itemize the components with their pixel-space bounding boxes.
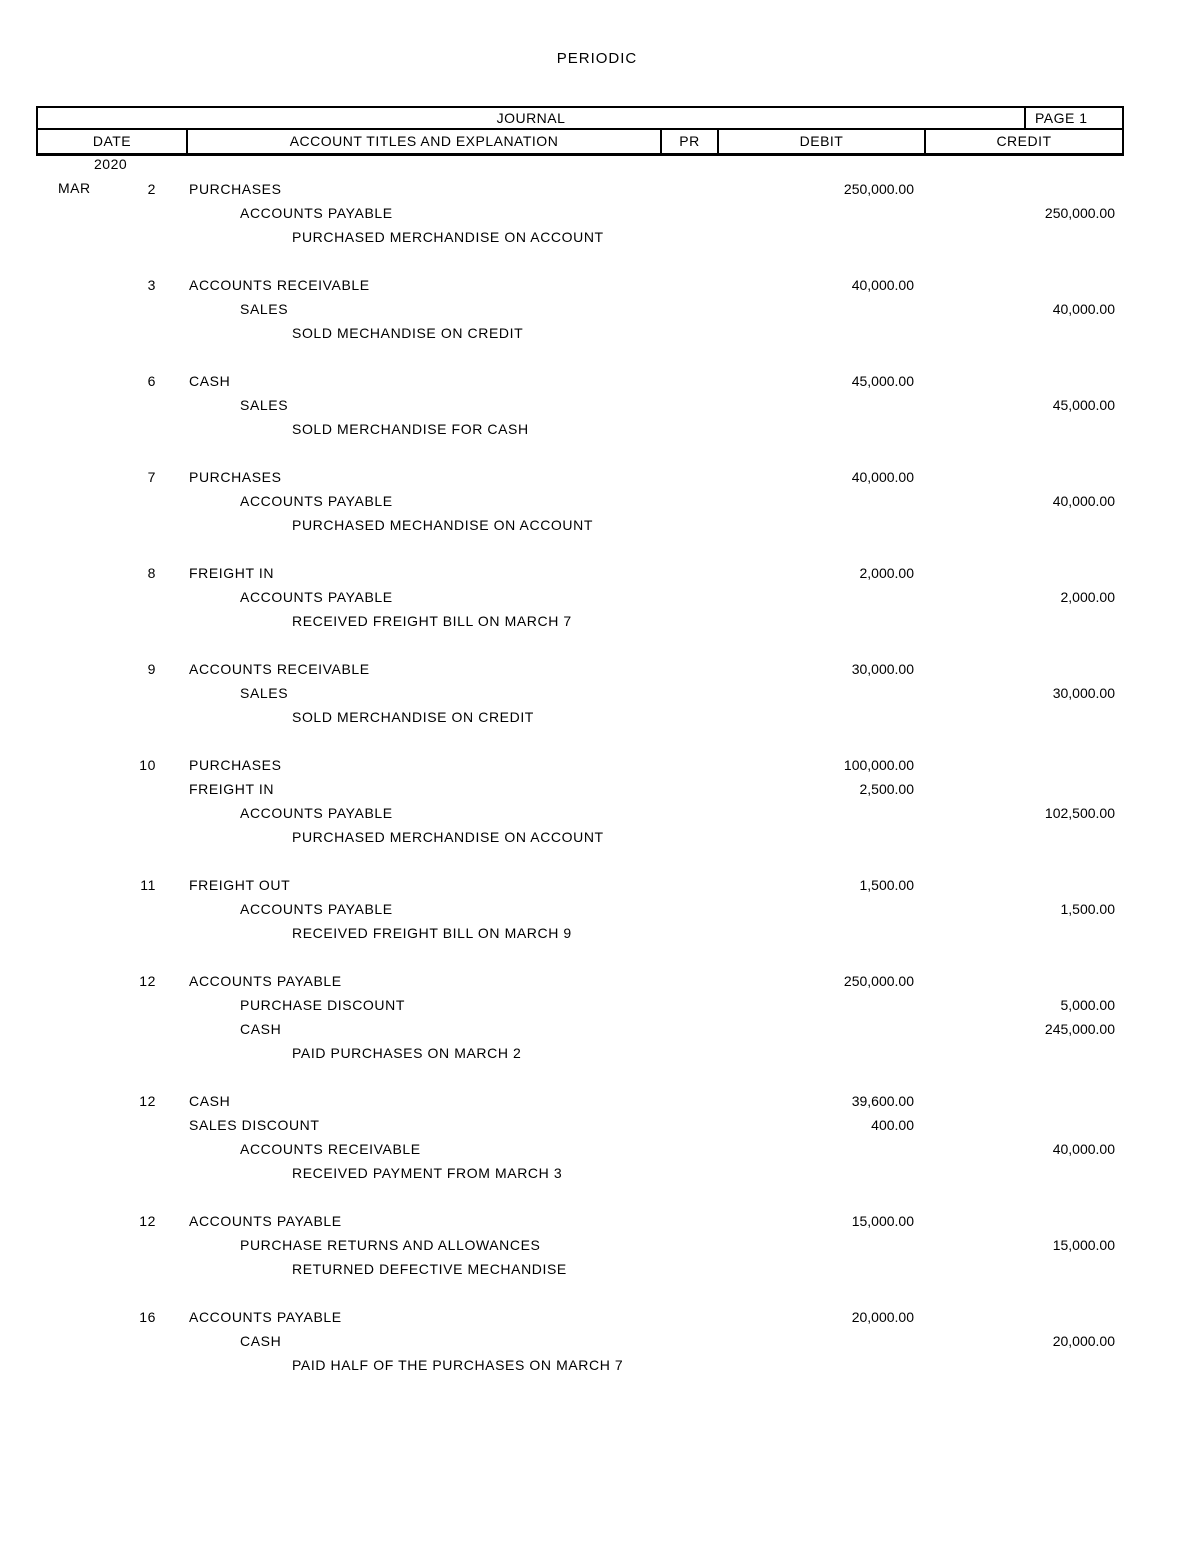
entry-line (0, 1308, 1200, 1332)
column-headers (36, 129, 1124, 156)
journal-entry (0, 1212, 1200, 1308)
entry-explanation: RECEIVED FREIGHT BILL ON MARCH 7 (292, 613, 572, 629)
column-header-debit: DEBIT (717, 130, 924, 153)
entry-line (0, 204, 1200, 228)
account-title: ACCOUNTS RECEIVABLE (240, 1141, 421, 1157)
credit-amount: 40,000.00 (1052, 1141, 1115, 1157)
debit-amount: 45,000.00 (851, 373, 914, 389)
account-title: ACCOUNTS PAYABLE (189, 1309, 342, 1325)
month-label: MAR (58, 180, 91, 196)
entry-day: 12 (139, 1093, 156, 1109)
entry-line (0, 1236, 1200, 1260)
entry-day: 6 (147, 373, 156, 389)
entry-day: 10 (139, 757, 156, 773)
credit-amount: 45,000.00 (1052, 397, 1115, 413)
column-header-account: ACCOUNT TITLES AND EXPLANATION (186, 130, 660, 153)
entry-line (0, 684, 1200, 708)
account-title: FREIGHT OUT (189, 877, 291, 893)
debit-amount: 400.00 (871, 1117, 914, 1133)
entry-explanation: SOLD MERCHANDISE ON CREDIT (292, 709, 534, 725)
credit-amount: 15,000.00 (1052, 1237, 1115, 1253)
account-title: PURCHASES (189, 757, 282, 773)
entry-line (0, 804, 1200, 828)
entry-line (0, 1356, 1200, 1380)
journal-entry (0, 1092, 1200, 1212)
column-header-date: DATE (92, 133, 132, 149)
account-title: FREIGHT IN (189, 781, 275, 797)
entry-explanation: RECEIVED PAYMENT FROM MARCH 3 (292, 1165, 563, 1181)
entry-line (0, 516, 1200, 540)
entry-line (0, 780, 1200, 804)
credit-amount: 1,500.00 (1060, 901, 1115, 917)
entry-line (0, 420, 1200, 444)
account-title: ACCOUNTS PAYABLE (189, 973, 342, 989)
account-title: PURCHASES (189, 181, 282, 197)
debit-amount: 100,000.00 (843, 757, 914, 773)
journal-entry (0, 276, 1200, 372)
entry-explanation: PURCHASED MECHANDISE ON ACCOUNT (292, 517, 593, 533)
account-title: CASH (189, 1093, 231, 1109)
entry-explanation: SOLD MECHANDISE ON CREDIT (292, 325, 524, 341)
account-title: PURCHASES (189, 469, 282, 485)
debit-amount: 20,000.00 (851, 1309, 914, 1325)
debit-amount: 1,500.00 (859, 877, 914, 893)
account-title: FREIGHT IN (189, 565, 275, 581)
entry-line (0, 1092, 1200, 1116)
entry-line (0, 180, 1200, 204)
entry-line (0, 564, 1200, 588)
debit-amount: 30,000.00 (851, 661, 914, 677)
journal-entry (0, 756, 1200, 876)
entry-day: 7 (147, 469, 156, 485)
credit-amount: 250,000.00 (1044, 205, 1115, 221)
entry-day: 11 (140, 877, 156, 893)
account-title: PURCHASE DISCOUNT (240, 997, 405, 1013)
entry-day: 12 (139, 1213, 156, 1229)
entry-line (0, 1140, 1200, 1164)
account-title: SALES (240, 301, 289, 317)
entry-line (0, 588, 1200, 612)
account-title: PURCHASE RETURNS AND ALLOWANCES (240, 1237, 541, 1253)
debit-amount: 15,000.00 (851, 1213, 914, 1229)
credit-amount: 5,000.00 (1060, 997, 1115, 1013)
entry-line (0, 1212, 1200, 1236)
account-title: ACCOUNTS PAYABLE (240, 493, 393, 509)
entry-explanation: PAID PURCHASES ON MARCH 2 (292, 1045, 522, 1061)
journal-entries (0, 180, 1200, 1404)
journal-entry (0, 1308, 1200, 1404)
debit-amount: 2,500.00 (859, 781, 914, 797)
entry-line (0, 1260, 1200, 1284)
journal-entry (0, 564, 1200, 660)
entry-line (0, 660, 1200, 684)
debit-amount: 250,000.00 (843, 973, 914, 989)
entry-line (0, 372, 1200, 396)
column-header-pr: PR (660, 130, 717, 153)
entry-line (0, 228, 1200, 252)
entry-line (0, 708, 1200, 732)
entry-line (0, 396, 1200, 420)
credit-amount: 40,000.00 (1052, 301, 1115, 317)
journal-header (36, 106, 1124, 129)
entry-line (0, 1332, 1200, 1356)
entry-day: 9 (147, 661, 156, 677)
entry-line (0, 828, 1200, 852)
entry-line (0, 924, 1200, 948)
debit-amount: 39,600.00 (851, 1093, 914, 1109)
account-title: SALES (240, 685, 289, 701)
page-title: PERIODIC (556, 50, 638, 67)
entry-explanation: SOLD MERCHANDISE FOR CASH (292, 421, 529, 437)
account-title: CASH (240, 1021, 282, 1037)
account-title: ACCOUNTS RECEIVABLE (189, 661, 370, 677)
journal-entry (0, 660, 1200, 756)
account-title: ACCOUNTS PAYABLE (189, 1213, 342, 1229)
credit-amount: 30,000.00 (1052, 685, 1115, 701)
credit-amount: 40,000.00 (1052, 493, 1115, 509)
year-label: 2020 (94, 156, 128, 172)
entry-line (0, 1020, 1200, 1044)
entry-line (0, 996, 1200, 1020)
credit-amount: 102,500.00 (1044, 805, 1115, 821)
account-title: ACCOUNTS PAYABLE (240, 901, 393, 917)
account-title: ACCOUNTS PAYABLE (240, 205, 393, 221)
debit-amount: 40,000.00 (851, 277, 914, 293)
credit-amount: 20,000.00 (1052, 1333, 1115, 1349)
account-title: SALES DISCOUNT (189, 1117, 320, 1133)
entry-explanation: RECEIVED FREIGHT BILL ON MARCH 9 (292, 925, 572, 941)
journal-entry (0, 876, 1200, 972)
entry-line (0, 324, 1200, 348)
credit-amount: 2,000.00 (1060, 589, 1115, 605)
entry-line (0, 492, 1200, 516)
entry-line (0, 876, 1200, 900)
entry-explanation: RETURNED DEFECTIVE MECHANDISE (292, 1261, 567, 1277)
debit-amount: 2,000.00 (859, 565, 914, 581)
entry-line (0, 1044, 1200, 1068)
entry-day: 3 (147, 277, 156, 293)
column-header-credit: CREDIT (924, 130, 1122, 153)
account-title: ACCOUNTS PAYABLE (240, 805, 393, 821)
account-title: CASH (189, 373, 231, 389)
debit-amount: 250,000.00 (843, 181, 914, 197)
account-title: ACCOUNTS RECEIVABLE (189, 277, 370, 293)
entry-line (0, 756, 1200, 780)
entry-line (0, 276, 1200, 300)
credit-amount: 245,000.00 (1044, 1021, 1115, 1037)
entry-line (0, 468, 1200, 492)
entry-day: 12 (139, 973, 156, 989)
entry-day: 8 (147, 565, 156, 581)
entry-explanation: PAID HALF OF THE PURCHASES ON MARCH 7 (292, 1357, 624, 1373)
entry-explanation: PURCHASED MERCHANDISE ON ACCOUNT (292, 229, 604, 245)
entry-explanation: PURCHASED MERCHANDISE ON ACCOUNT (292, 829, 604, 845)
account-title: ACCOUNTS PAYABLE (240, 589, 393, 605)
entry-line (0, 612, 1200, 636)
journal-entry (0, 972, 1200, 1092)
journal-entry (0, 468, 1200, 564)
journal-entry (0, 372, 1200, 468)
journal-entry (0, 180, 1200, 276)
page-number: PAGE 1 (1024, 108, 1122, 128)
entry-line (0, 300, 1200, 324)
entry-line (0, 1164, 1200, 1188)
journal-title: JOURNAL (496, 110, 566, 126)
entry-line (0, 972, 1200, 996)
debit-amount: 40,000.00 (851, 469, 914, 485)
entry-line (0, 1116, 1200, 1140)
entry-day: 2 (147, 181, 156, 197)
account-title: CASH (240, 1333, 282, 1349)
entry-day: 16 (139, 1309, 156, 1325)
entry-line (0, 900, 1200, 924)
account-title: SALES (240, 397, 289, 413)
